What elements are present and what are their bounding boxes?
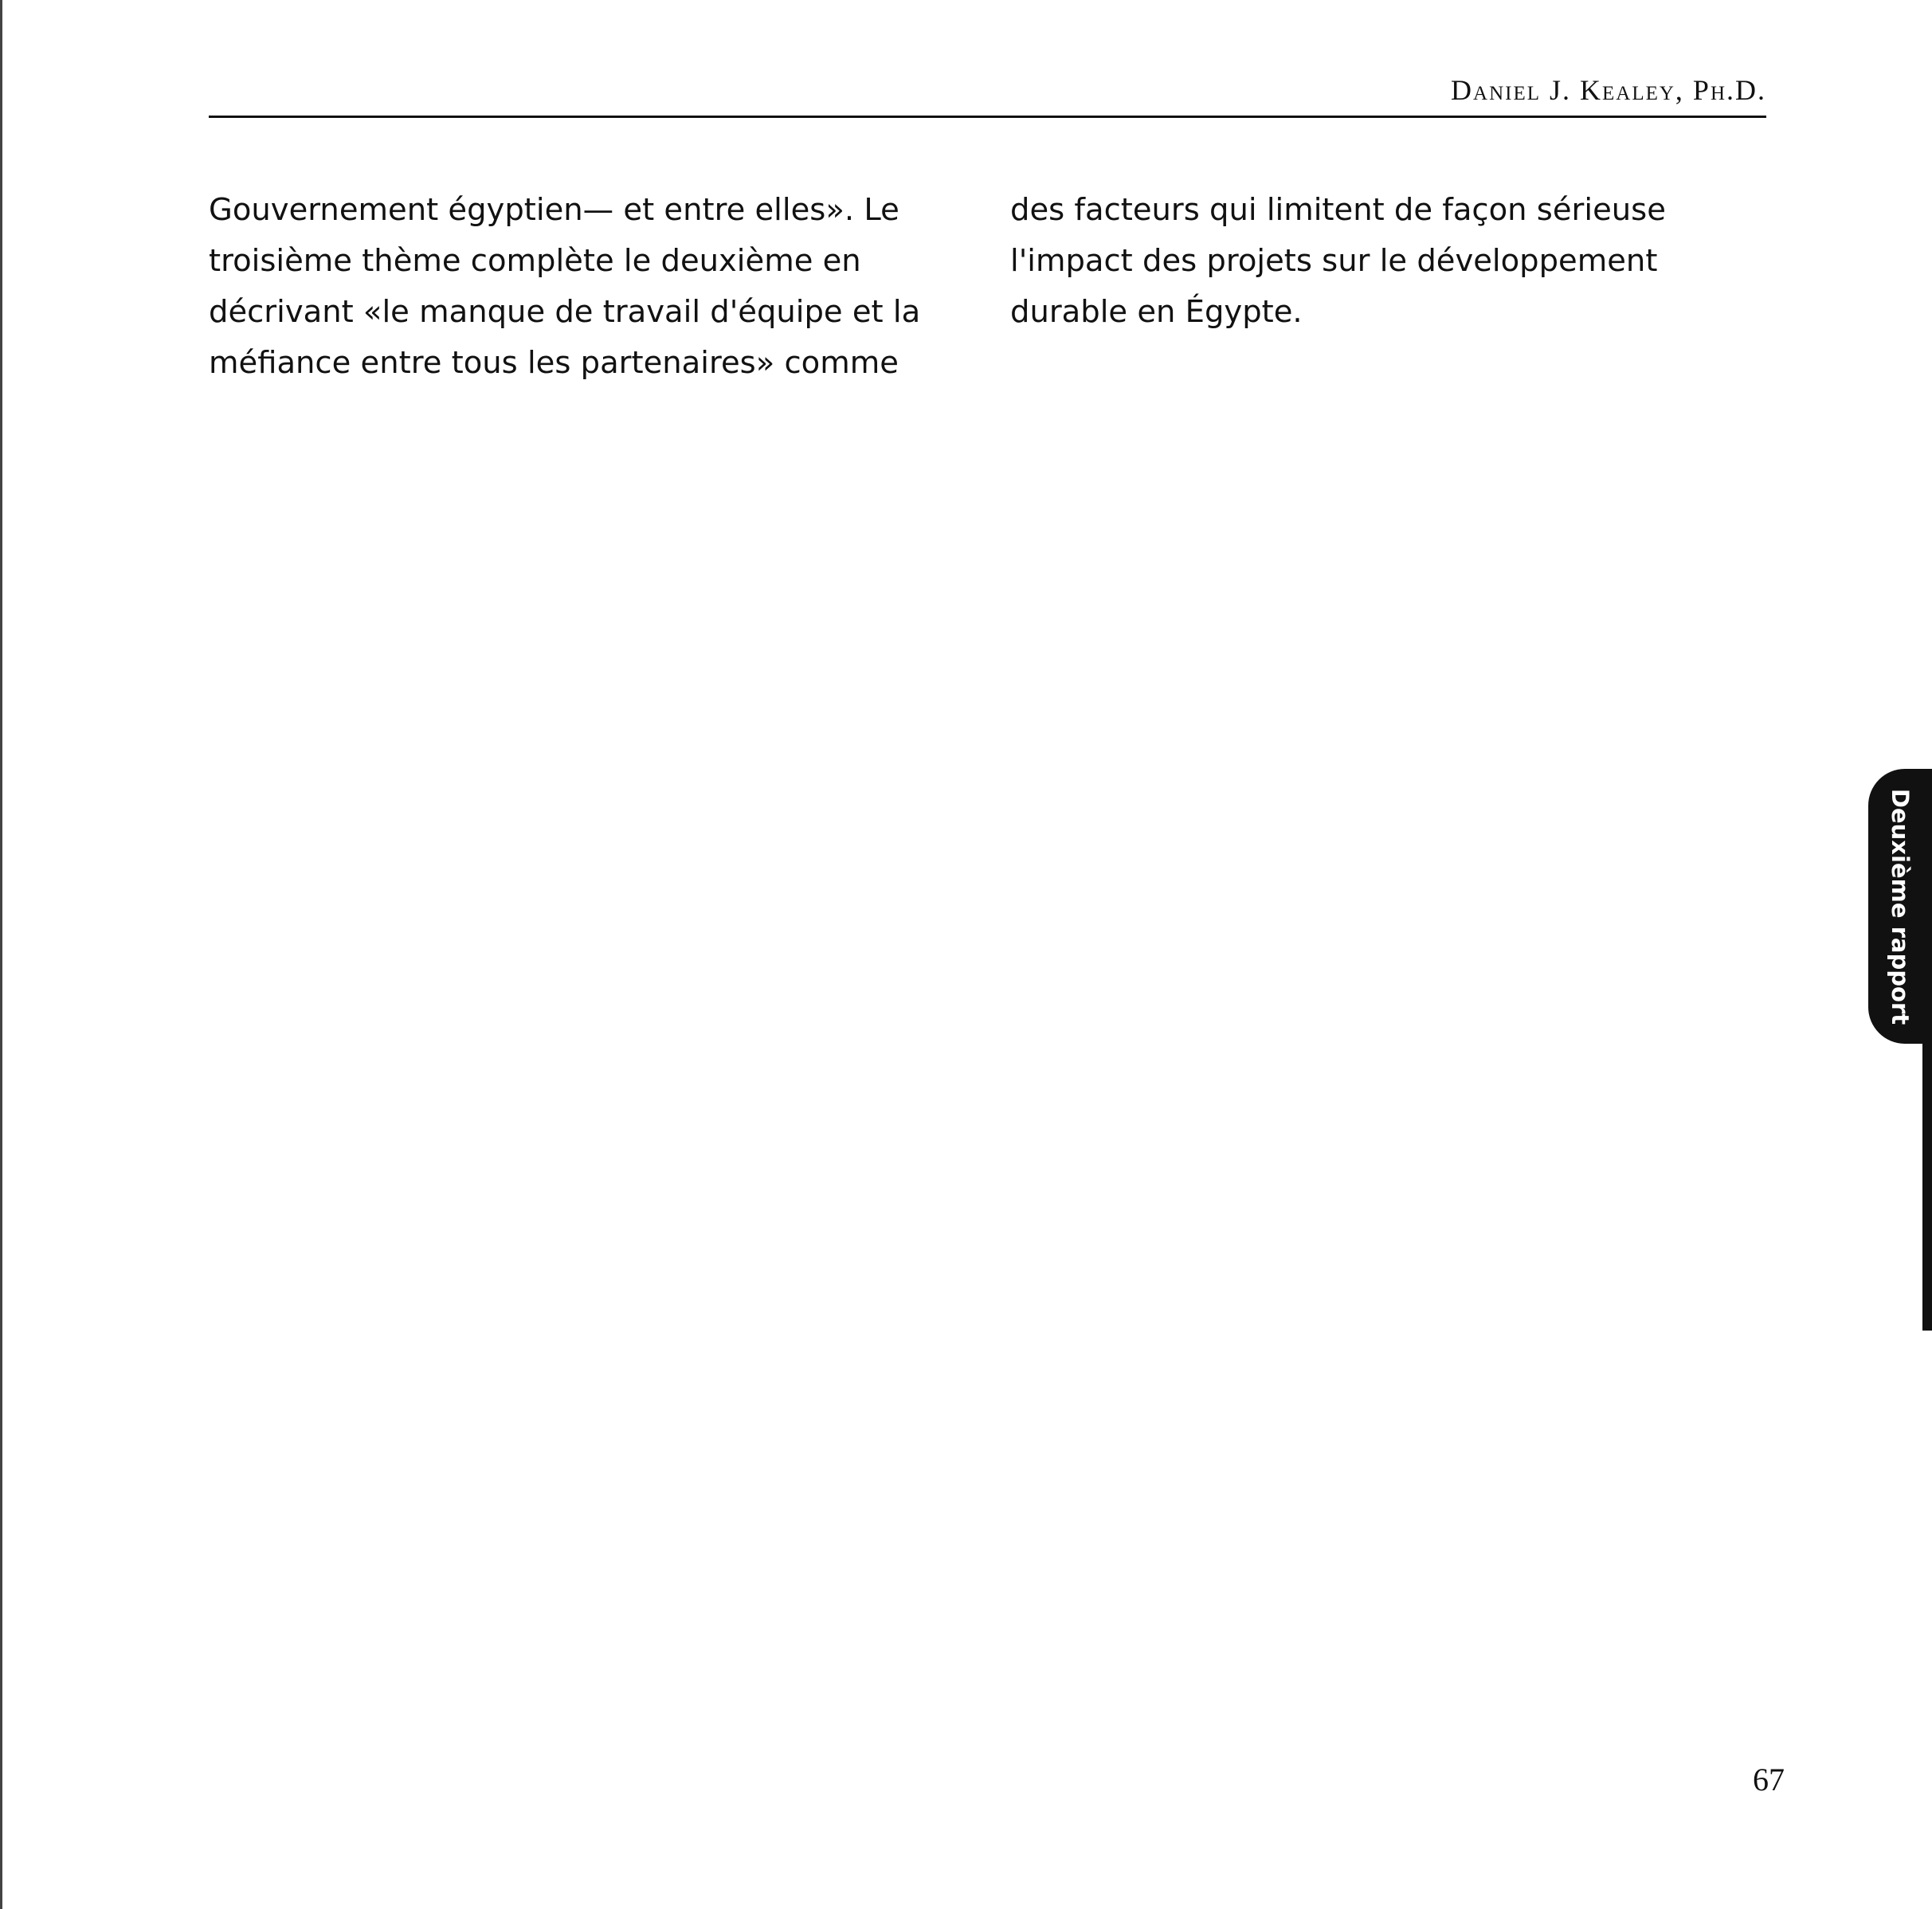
- section-side-tab: [1868, 769, 1932, 1044]
- text-line: durable en Égypte.: [1010, 294, 1303, 330]
- text-line: l'impact des projets sur le développement: [1010, 243, 1658, 279]
- page-left-edge: [0, 0, 2, 1909]
- side-tab-label: Deuxième rapport: [1887, 788, 1914, 1025]
- text-line: méfiance entre tous les partenaires» comme: [209, 345, 899, 381]
- header-author: Daniel J. Kealey, Ph.D.: [1451, 74, 1766, 106]
- section-side-bar: [1922, 1044, 1932, 1331]
- right-text-column: [1010, 185, 1775, 338]
- running-header: [209, 73, 1766, 118]
- text-line: Gouvernement égyptien— et entre elles». Le: [209, 192, 899, 228]
- left-text-column: [209, 185, 974, 389]
- text-line: décrivant «le manque de travail d'équipe et la: [209, 294, 921, 330]
- text-line: des facteurs qui limitent de façon sérieuse: [1010, 192, 1666, 228]
- text-line: troisième thème complète le deuxième en: [209, 243, 861, 279]
- header-rule: [209, 116, 1766, 118]
- page-number: 67: [1753, 1762, 1785, 1797]
